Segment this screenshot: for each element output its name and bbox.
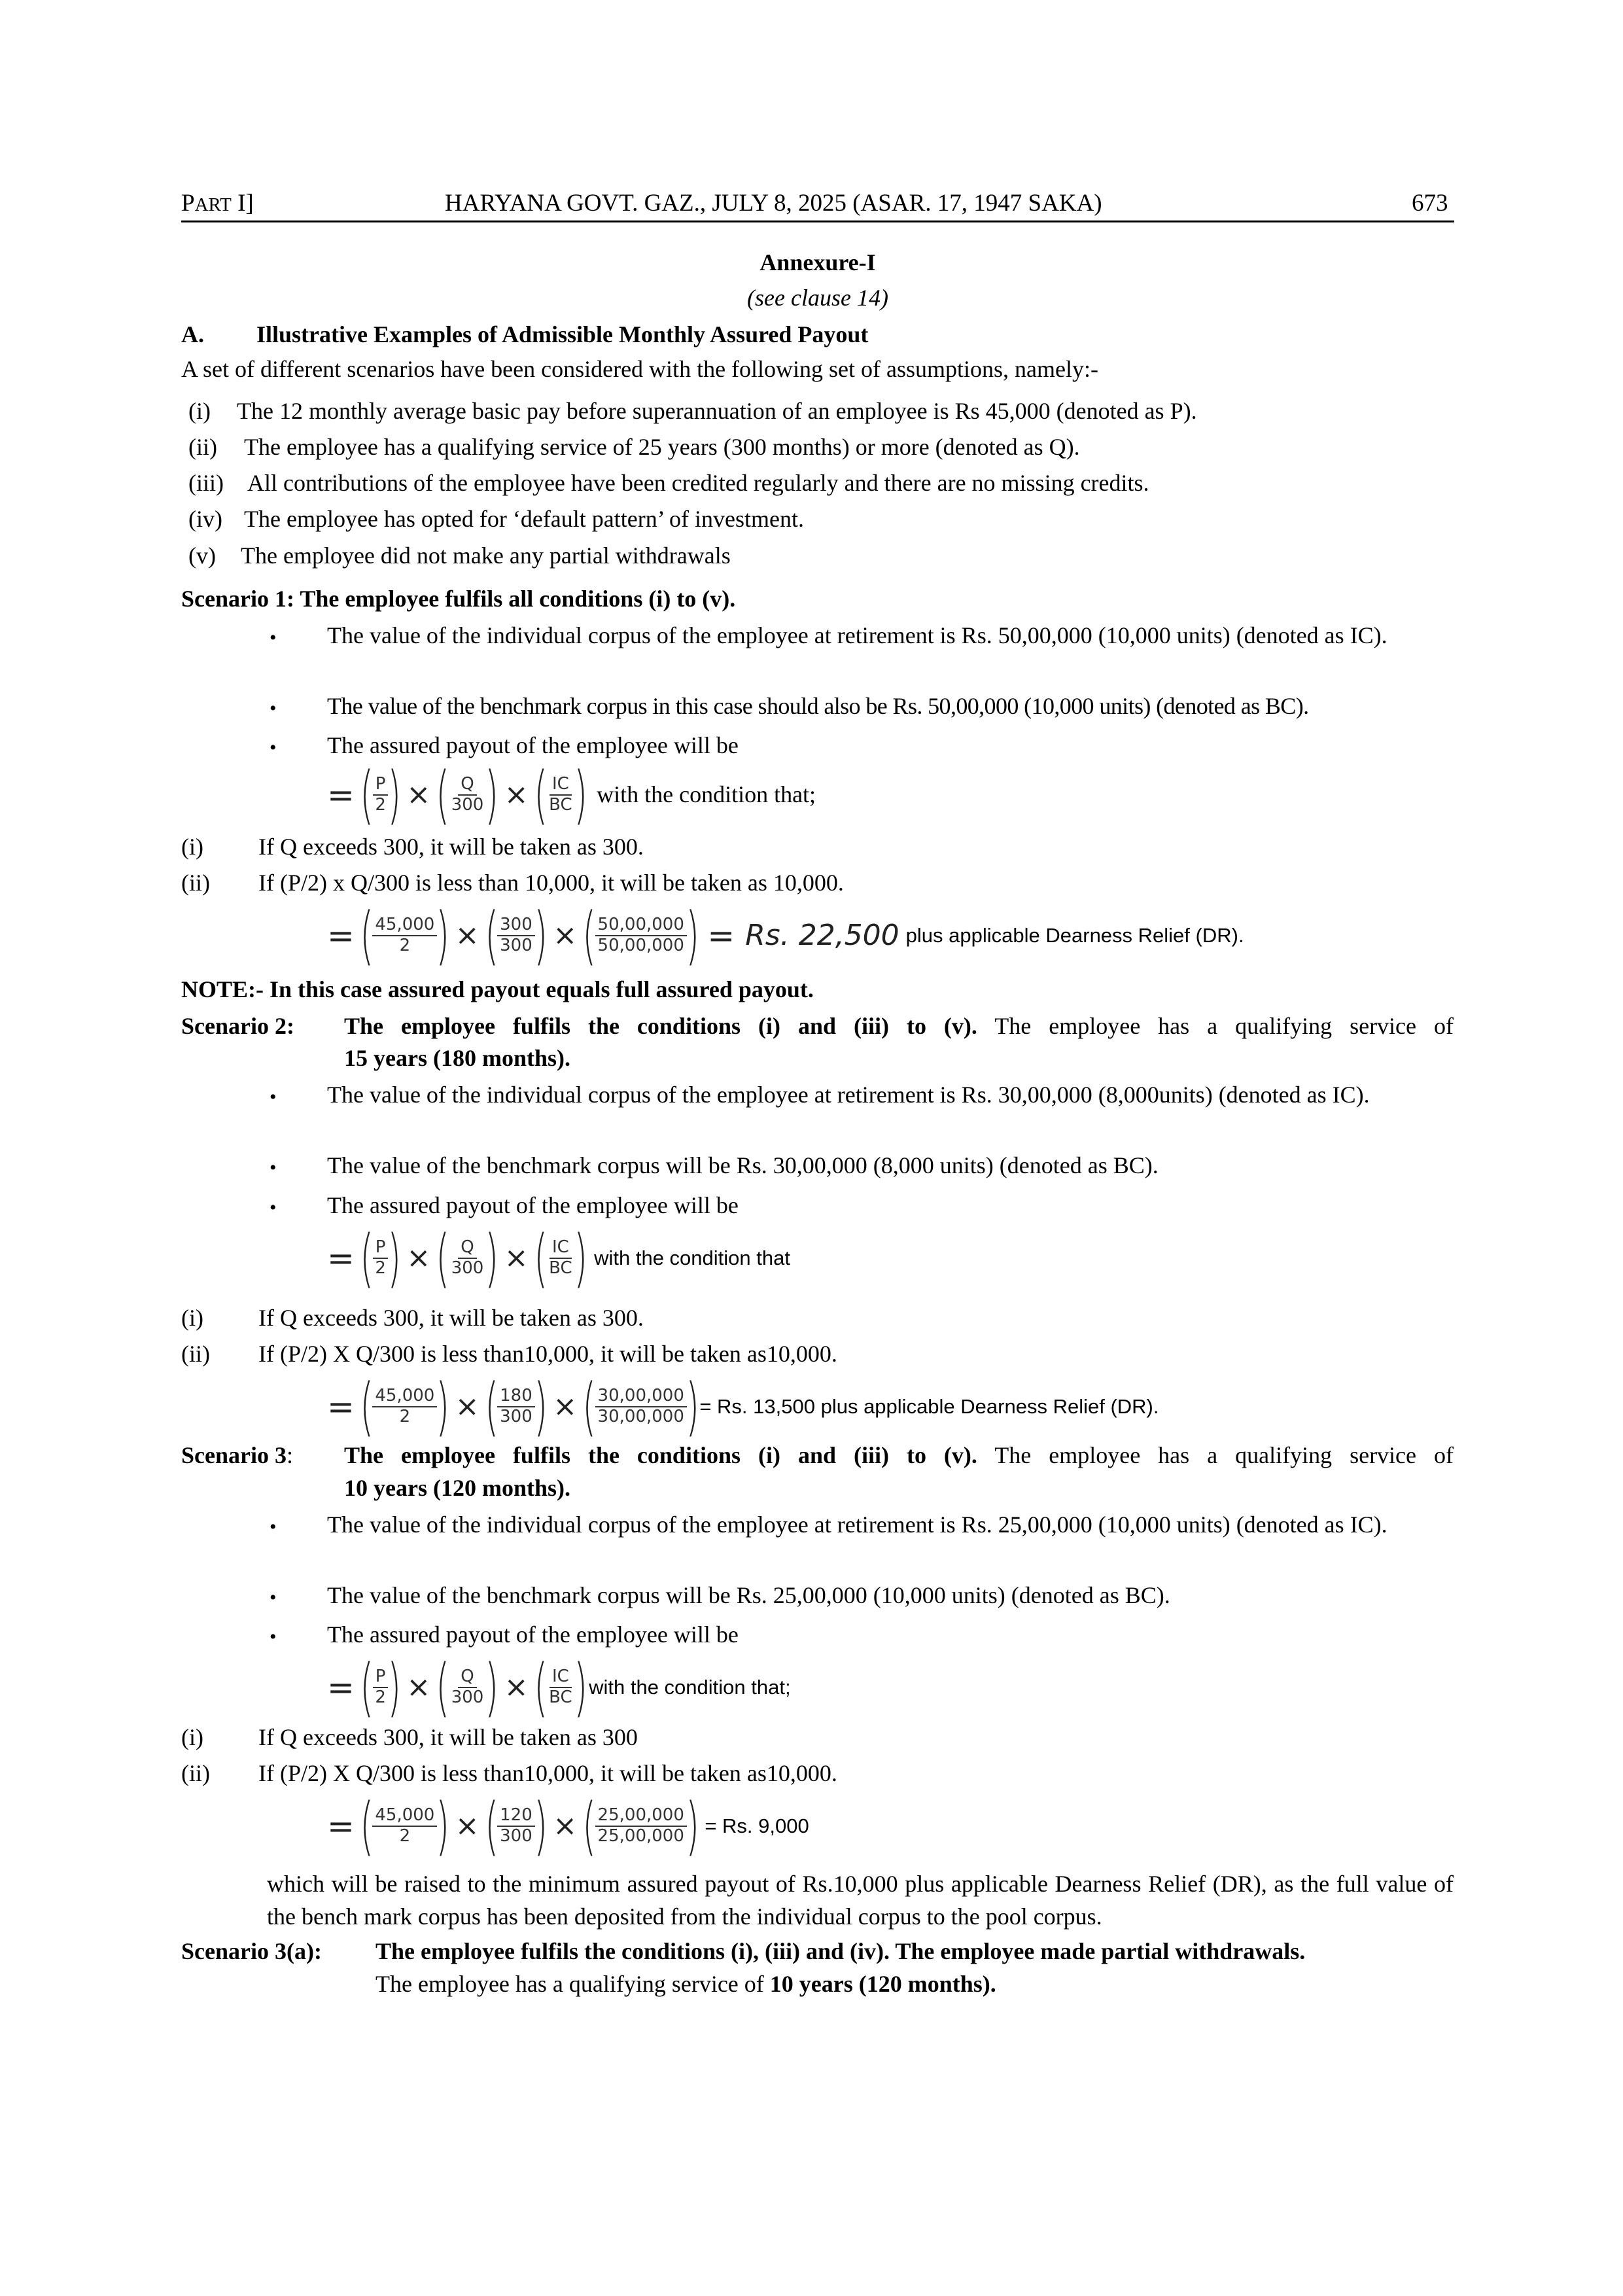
numerator: 45,000 — [372, 1386, 437, 1407]
scenario1-bullet: The value of the individual corpus of the employee at retirement is Rs. 50,00,000 (10,000 units) (denoted as IC). — [327, 622, 1387, 648]
numerator: 25,00,000 — [595, 1806, 687, 1827]
times-sign: × — [406, 1241, 431, 1275]
condition-text: If Q exceeds 300, it will be taken as 300. — [258, 834, 644, 860]
condition-num: (i) — [181, 834, 203, 860]
numerator: 180 — [497, 1386, 535, 1407]
numerator: 120 — [497, 1806, 535, 1827]
bullet-icon: • — [270, 1587, 277, 1608]
times-sign: × — [553, 1809, 578, 1843]
denominator: 300 — [500, 1407, 532, 1426]
denominator: 2 — [399, 1826, 411, 1846]
scenario3a-label: Scenario 3(a): — [181, 1938, 322, 1964]
numerator: IC — [550, 775, 572, 796]
scenario3-label: Scenario 3: — [181, 1442, 293, 1468]
header-rule — [181, 221, 1454, 222]
annexure-title: Annexure-I — [759, 249, 876, 275]
equals-sign: = — [327, 1668, 355, 1706]
scenario2-heading-line2: 15 years (180 months). — [344, 1045, 570, 1071]
numerator: Q — [458, 1238, 476, 1259]
calc-result: Rs. 22,500 — [745, 918, 899, 952]
fraction-p: ( $\frac{P}{2}$ ) — [360, 758, 401, 832]
denominator: 30,00,000 — [597, 1407, 684, 1426]
section-intro: A set of different scenarios have been considered with the following set of assumptions, namely:- — [181, 356, 1098, 382]
calc-suffix: = Rs. 9,000 — [705, 1814, 809, 1837]
calc-suffix: = Rs. 13,500 plus applicable Dearness Relief (DR). — [699, 1394, 1159, 1418]
line2-text: The employee has a qualifying service of — [375, 1971, 770, 1997]
times-sign: × — [455, 1389, 480, 1423]
condition-num: (i) — [181, 1305, 203, 1331]
times-sign: × — [553, 1389, 578, 1423]
heading-bold: The employee fulfils the conditions (i) and (iii) to (v). — [344, 1013, 977, 1039]
denominator: 300 — [451, 1687, 484, 1707]
scenario3a-line2 — [375, 1971, 996, 1998]
denominator: BC — [549, 795, 572, 815]
scenario2-calc — [327, 1371, 1159, 1443]
formula-suffix: with the condition that; — [597, 781, 816, 808]
formula-suffix: with the condition that; — [589, 1675, 791, 1699]
assumption-num: (iii) — [188, 470, 224, 496]
equals-sign: = — [707, 916, 735, 955]
scenario3-heading-line2: 10 years (120 months). — [344, 1475, 570, 1501]
times-sign: × — [504, 1670, 529, 1704]
scenario1-heading: Scenario 1: The employee fulfils all conditions (i) to (v). — [181, 586, 736, 612]
scenario1-bullet: The assured payout of the employee will be — [327, 732, 739, 758]
condition-text: If Q exceeds 300, it will be taken as 300. — [258, 1305, 644, 1331]
times-sign: × — [504, 1241, 529, 1275]
fraction-service: ( $\frac{120}{300}$ ) — [485, 1790, 548, 1863]
section-label: A. — [181, 321, 204, 347]
assumption-text: The employee did not make any partial withdrawals — [241, 542, 731, 569]
scenario2-bullet: The assured payout of the employee will be — [327, 1192, 739, 1218]
scenario2-formula — [327, 1222, 790, 1294]
denominator: BC — [549, 1687, 572, 1707]
denominator: 300 — [500, 1826, 532, 1846]
bullet-icon: • — [270, 627, 277, 648]
formula-suffix: with the condition that — [594, 1246, 790, 1269]
numerator: 300 — [497, 915, 535, 936]
bullet-icon: • — [270, 1516, 277, 1538]
scenario3-bullet: The value of the individual corpus of the employee at retirement is Rs. 25,00,000 (10,000 units) (denoted as IC). — [327, 1511, 1387, 1538]
header-part: PART I] — [181, 190, 254, 217]
fraction-corpus: ( $\frac{50,00,000}{50,00,000}$ ) — [582, 899, 699, 972]
scenario1-formula — [327, 759, 816, 831]
scenario3-explanation: which will be raised to the minimum assured payout of Rs.10,000 plus applicable Dearness Relief (DR), as the full value of the bench mark corpus has been deposited from the individual corpus to the pool corpus. — [267, 1871, 1454, 1930]
scenario3-calc — [327, 1790, 809, 1862]
scenario3-formula — [327, 1651, 791, 1723]
fraction-service: ( $\frac{300}{300}$ ) — [485, 899, 548, 972]
fraction-ic: ( $\frac{IC}{BC}$ ) — [534, 758, 587, 832]
heading-rest: The employee has a qualifying service of — [977, 1442, 1454, 1468]
section-title: Illustrative Examples of Admissible Monthly Assured Payout — [256, 321, 869, 347]
denominator: 50,00,000 — [597, 936, 684, 955]
numerator: 45,000 — [372, 1806, 437, 1827]
times-sign: × — [406, 1670, 431, 1704]
times-sign: × — [455, 918, 480, 952]
assumption-num: (v) — [188, 542, 216, 569]
equals-sign: = — [327, 1387, 355, 1426]
numerator: Q — [458, 1667, 476, 1688]
equals-sign: = — [327, 916, 355, 955]
assumption-text: The employee has a qualifying service of 25 years (300 months) or more (denoted as Q). — [244, 434, 1080, 460]
bullet-icon: • — [270, 1626, 277, 1648]
denominator: 2 — [375, 795, 386, 815]
line2-bold: 10 years (120 months). — [769, 1971, 996, 1997]
annexure-subtitle: (see clause 14) — [747, 285, 888, 311]
numerator: 45,000 — [372, 915, 437, 936]
assumption-text: The 12 monthly average basic pay before superannuation of an employee is Rs 45,000 (denoted as P). — [237, 398, 1197, 424]
scenario2-bullet: The value of the individual corpus of the employee at retirement is Rs. 30,00,000 (8,000units) (denoted as IC). — [327, 1082, 1370, 1108]
numerator: P — [373, 775, 389, 796]
scenario3a-heading: The employee fulfils the conditions (i), (iii) and (iv). The employee made partial withdrawals. — [375, 1938, 1306, 1964]
numerator: 30,00,000 — [595, 1386, 687, 1407]
numerator: Q — [458, 775, 476, 796]
scenario3-bullet: The assured payout of the employee will be — [327, 1621, 739, 1648]
fraction-q: ( $\frac{Q}{300}$ ) — [436, 1651, 499, 1724]
times-sign: × — [406, 777, 431, 811]
condition-num: (ii) — [181, 1341, 210, 1367]
scenario1-bullet: The value of the benchmark corpus in this case should also be Rs. 50,00,000 (10,000 units) (denoted as BC). — [327, 693, 1309, 719]
denominator: 2 — [399, 1407, 411, 1426]
fraction-corpus: ( $\frac{30,00,000}{30,00,000}$ ) — [582, 1370, 699, 1443]
condition-text: If (P/2) X Q/300 is less than10,000, it will be taken as10,000. — [258, 1760, 837, 1786]
assumption-num: (i) — [188, 398, 211, 424]
header-title: HARYANA GOVT. GAZ., JULY 8, 2025 (ASAR. 17, 1947 SAKA) — [445, 190, 1102, 217]
fraction-service: ( $\frac{180}{300}$ ) — [485, 1370, 548, 1443]
numerator: P — [373, 1667, 389, 1688]
numerator: IC — [550, 1238, 572, 1259]
denominator: 25,00,000 — [597, 1826, 684, 1846]
scenario2-label: Scenario 2: — [181, 1013, 294, 1039]
fraction-p: ( $\frac{P}{2}$ ) — [360, 1222, 401, 1295]
numerator: P — [373, 1238, 389, 1259]
denominator: 300 — [451, 1258, 484, 1278]
assumption-text: All contributions of the employee have been credited regularly and there are no missing credits. — [247, 470, 1149, 496]
scenario1-note: NOTE:- In this case assured payout equals full assured payout. — [181, 976, 814, 1002]
denominator: 2 — [399, 936, 411, 955]
times-sign: × — [553, 918, 578, 952]
assumption-text: The employee has opted for ‘default pattern’ of investment. — [244, 506, 805, 532]
scenario3-bullet: The value of the benchmark corpus will be Rs. 25,00,000 (10,000 units) (denoted as BC). — [327, 1582, 1170, 1608]
numerator: 50,00,000 — [595, 915, 687, 936]
fraction-corpus: ( $\frac{25,00,000}{25,00,000}$ ) — [582, 1790, 699, 1863]
bullet-icon: • — [270, 737, 277, 758]
equals-sign: = — [327, 1239, 355, 1277]
condition-num: (ii) — [181, 870, 210, 896]
scenario2-heading — [344, 1014, 1454, 1040]
numerator: IC — [550, 1667, 572, 1688]
scenario3-heading — [344, 1443, 1454, 1469]
condition-num: (ii) — [181, 1760, 210, 1786]
bullet-icon: • — [270, 1086, 277, 1108]
assumption-num: (iv) — [188, 506, 222, 532]
page-number: 673 — [1412, 190, 1448, 217]
denominator: 300 — [500, 936, 532, 955]
denominator: 300 — [451, 795, 484, 815]
equals-sign: = — [327, 775, 355, 814]
heading-bold: The employee fulfils the conditions (i) and (iii) to (v). — [344, 1442, 977, 1468]
times-sign: × — [504, 777, 529, 811]
condition-num: (i) — [181, 1724, 203, 1750]
fraction-pay: ( $\frac{45,000}{2}$ ) — [360, 1370, 450, 1443]
heading-rest: The employee has a qualifying service of — [977, 1013, 1454, 1039]
fraction-pay: ( $\frac{45,000}{2}$ ) — [360, 1790, 450, 1863]
calc-suffix: plus applicable Dearness Relief (DR). — [905, 923, 1244, 947]
fraction-ic: ( $\frac{IC}{BC}$ ) — [534, 1651, 587, 1724]
denominator: BC — [549, 1258, 572, 1278]
scenario1-calc — [327, 900, 1244, 972]
fraction-pay: ( $\frac{45,000}{2}$ ) — [360, 899, 450, 972]
condition-text: If (P/2) X Q/300 is less than10,000, it will be taken as10,000. — [258, 1341, 837, 1367]
fraction-q: ( $\frac{Q}{300}$ ) — [436, 1222, 499, 1295]
assumption-num: (ii) — [188, 434, 217, 460]
fraction-p: ( $\frac{P}{2}$ ) — [360, 1651, 401, 1724]
denominator: 2 — [375, 1687, 386, 1707]
bullet-icon: • — [270, 1157, 277, 1178]
scenario2-bullet: The value of the benchmark corpus will be Rs. 30,00,000 (8,000 units) (denoted as BC). — [327, 1152, 1159, 1178]
fraction-q: ( $\frac{Q}{300}$ ) — [436, 758, 499, 832]
equals-sign: = — [327, 1807, 355, 1845]
fraction-ic: ( $\frac{IC}{BC}$ ) — [534, 1222, 587, 1295]
condition-text: If (P/2) x Q/300 is less than 10,000, it will be taken as 10,000. — [258, 870, 844, 896]
times-sign: × — [455, 1809, 480, 1843]
bullet-icon: • — [270, 698, 277, 719]
denominator: 2 — [375, 1258, 386, 1278]
bullet-icon: • — [270, 1197, 277, 1218]
condition-text: If Q exceeds 300, it will be taken as 300 — [258, 1724, 638, 1750]
